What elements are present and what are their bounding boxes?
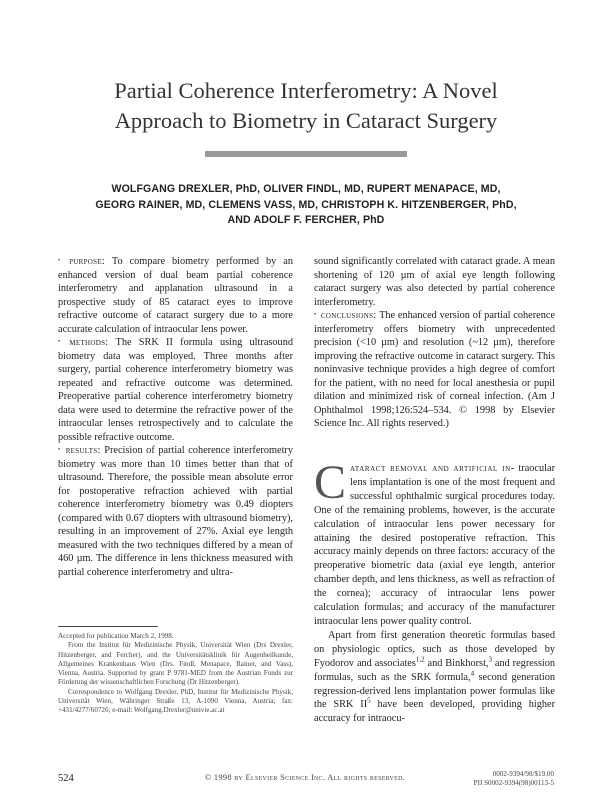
bullet-icon: • [58,447,61,453]
footnotes [58,632,293,716]
reference-link[interactable]: 4 [470,669,475,678]
paragraph-1-text: traocular lens implantation is one of the most frequent and successful ophthalmic surgical procedures today. One of the remaining problems, however, is the accurate calculation of intraocular lens power necessary for attaining the desired postoperative refraction. This accuracy mainly depends on three factors: accuracy of the preoperative biometric data (axial eye length, anterior chamber depth, and lens thickness, as well as refraction of the cornea); accuracy of intraocular lens power calculation formulas; and accuracy of the manufacturer intraocular lens power quality control. [314,463,555,627]
authors-line-1: WOLFGANG DREXLER, PhD, OLIVER FINDL, MD, RUPERT MENAPACE, MD, [111,183,501,195]
paragraph-2-text: have been developed, providing higher accuracy for intraocu- [314,699,556,725]
title-line-1: Partial Coherence Interferometry: A Novel [114,78,498,103]
methods-label: methods: [69,337,109,348]
paragraph-2-text: Apart from first generation theoretic formulas based on physiologic optics, such as those developed by Fyodorov and associates [314,629,555,669]
page-number: 524 [58,773,74,784]
abstract-purpose [58,255,293,336]
reference-link[interactable]: 5 [367,696,371,705]
body-text [314,456,556,726]
article-title [40,76,572,136]
copyright-notice: © 1998 by Elsevier Science Inc. All rights reserved. [204,773,406,782]
methods-text: The SRK II formula using ultrasound biometry data was employed. Three months after surgery, partial coherence interferometry biometry was repeated and refractive outcome was determined. Preoperative partial coherence interferometry biometry data were used to determine the refractive power of the intraocular lenses retrospectively and to calculate the possible refractive outcome. [58,337,294,443]
citation: (Am J Ophthalmol 1998;126:524–534. © 1998 by Elsevier Science Inc. All rights reserved.) [314,391,555,429]
lead-in: ataract removal and artificial in- [350,463,515,474]
reference-link[interactable]: 3 [488,655,493,664]
correspondence-note: Correspondence to Wolfgang Drexler, PhD, Institut für Medizinische Physik, Universität Wien, Währinger Straße 13, A-1090 Vienna, Austria; fax: +431/4277/60726; e-mail: Wolfgang.Drexler@univie.ac.at [58,687,293,715]
title-line-2: Approach to Biometry in Cataract Surgery [114,108,498,133]
body-paragraph-2 [314,629,555,726]
article-identifiers [440,770,554,788]
abstract-right-column [314,255,555,431]
accepted-date: Accepted for publication March 2, 1998. [58,632,174,640]
results-label: results: [65,445,101,456]
abstract-conclusions [314,309,555,431]
abstract-results [58,444,293,579]
issn: 0002-9394/98/$19.00 [492,770,554,778]
bullet-icon: • [314,312,317,318]
paragraph-2-text: and Binkhorst, [424,657,489,669]
results-text: Precision of partial coherence interferometry biometry was more than 10 times better than that of ultrasound. Therefore, the possible mean absolute error for postoperative refraction achieved with partial coherence interferometry biometry was 0.49 diopters (compared with 0.67 diopters with ultrasound biometry), resulting in an improvement of 27%. Axial eye length measured with the two techniques differed by a mean of 460 µm. The difference in lens thickness measured with partial coherence interferometry and ultra- [58,445,294,578]
footnote-rule [58,626,158,627]
bullet-icon: • [58,258,61,264]
conclusions-label: conclusions: [320,310,377,321]
author-list [40,182,572,229]
paragraph-2-text: and regression formulas, such as the SRK formula, [314,657,556,683]
body-paragraph-1 [314,456,555,629]
abstract-left-column [58,255,293,579]
title-rule [205,151,407,157]
affiliation-note: From the Institut für Medizinische Physik, Universität Wien (Drs Drexler, Hitzenberger, and Fercher), and the Universitätsklinik für Augenheilkunde, Allgemeines Krankenhaus Wien (Drs. Findl, Menapace, Rainer, and Vass), Vienna, Austria. Supported by grant P 9781-MED from the Austrian Fonds zur Förderung der wissenschaftlichen Forschung (Dr Hitzenberger). [58,641,293,687]
purpose-label: purpose: [69,256,106,267]
drop-cap: C [314,456,347,509]
pii: PII S0002-9394(98)00113-5 [473,779,554,787]
abstract-methods [58,336,293,444]
bullet-icon: • [58,339,61,345]
reference-link[interactable]: 1,2 [415,655,425,664]
paragraph-2-text: second generation regression-derived lens implantation power formulas like the SRK II [314,671,555,711]
conclusions-text: The enhanced version of partial coherence interferometry offers biometry with unprecedented precision (<10 µm) and resolution (~12 µm), therefore improving the refractive outcome in cataract surgery. This noninvasive technique provides a high degree of comfort for the patient, with no need for local anesthesia or pupil dilation and minimized risk of corneal infection. [314,310,556,402]
authors-line-2: GEORG RAINER, MD, CLEMENS VASS, MD, CHRISTOPH K. HITZENBERGER, PhD, [95,198,517,211]
results-continued: sound significantly correlated with cataract grade. A mean shortening of 120 µm of axial eye length following cataract surgery was also detected by partial coherence interferometry. [314,256,555,308]
purpose-text: To compare biometry performed by an enhanced version of dual beam partial coherence interferometry and applanation ultrasound in a prospective study of 85 cataract eyes to improve refractive outcome of cataract surgery due to a more accurate calculation of intraocular lens power. [58,256,294,335]
authors-line-3: AND ADOLF F. FERCHER, PhD [227,214,385,226]
